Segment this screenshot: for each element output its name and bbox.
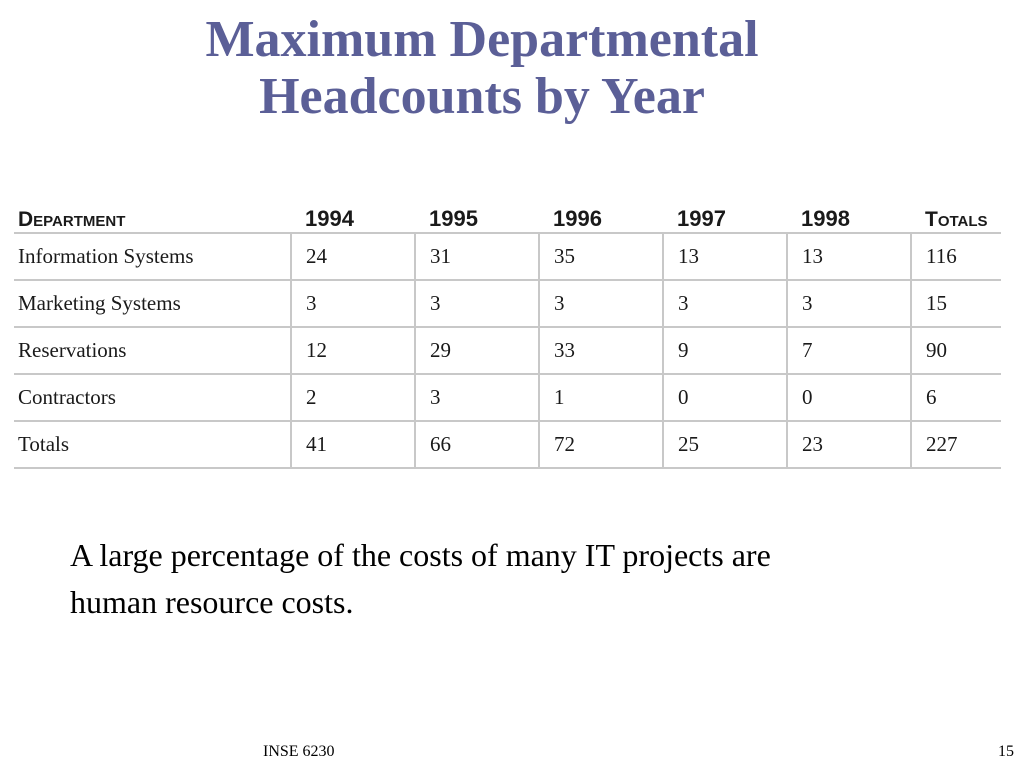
cell-1997: 13 [663, 233, 787, 280]
header-1997: 1997 [663, 206, 787, 233]
header-1996: 1996 [539, 206, 663, 233]
row-department: Contractors [14, 374, 291, 421]
row-department: Reservations [14, 327, 291, 374]
headcount-table [14, 206, 1001, 469]
cell-1997: 3 [663, 280, 787, 327]
header-1994: 1994 [291, 206, 415, 233]
cell-1996: 72 [539, 421, 663, 468]
cell-total: 6 [911, 374, 1001, 421]
table-row [14, 233, 1001, 280]
cell-1994: 12 [291, 327, 415, 374]
cell-1996: 35 [539, 233, 663, 280]
table-row [14, 280, 1001, 327]
cell-total: 15 [911, 280, 1001, 327]
cell-1995: 3 [415, 280, 539, 327]
cell-1994: 2 [291, 374, 415, 421]
cell-1997: 25 [663, 421, 787, 468]
cell-total: 116 [911, 233, 1001, 280]
cell-1995: 3 [415, 374, 539, 421]
cell-1996: 3 [539, 280, 663, 327]
cell-1996: 1 [539, 374, 663, 421]
header-1995: 1995 [415, 206, 539, 233]
table-row-totals [14, 421, 1001, 468]
header-1998: 1998 [787, 206, 911, 233]
cell-1995: 31 [415, 233, 539, 280]
body-text-line-2: human resource costs. [70, 584, 354, 620]
row-department: Totals [14, 421, 291, 468]
cell-1995: 29 [415, 327, 539, 374]
table-header-row [14, 206, 1001, 233]
body-text-line-1: A large percentage of the costs of many IT projects are [70, 537, 771, 573]
slide-title [0, 11, 964, 125]
cell-1998: 3 [787, 280, 911, 327]
table-row [14, 327, 1001, 374]
row-department: Information Systems [14, 233, 291, 280]
cell-1997: 9 [663, 327, 787, 374]
header-totals: Totals [911, 206, 1001, 233]
cell-1994: 3 [291, 280, 415, 327]
cell-1994: 24 [291, 233, 415, 280]
slide-title-line-2: Headcounts by Year [259, 68, 705, 125]
cell-1996: 33 [539, 327, 663, 374]
cell-total: 227 [911, 421, 1001, 468]
cell-1995: 66 [415, 421, 539, 468]
header-department: Department [14, 206, 291, 233]
cell-1998: 23 [787, 421, 911, 468]
body-text [70, 532, 970, 626]
cell-1998: 0 [787, 374, 911, 421]
cell-total: 90 [911, 327, 1001, 374]
cell-1994: 41 [291, 421, 415, 468]
table-row [14, 374, 1001, 421]
cell-1998: 7 [787, 327, 911, 374]
slide-title-line-1: Maximum Departmental [205, 11, 759, 68]
cell-1997: 0 [663, 374, 787, 421]
row-department: Marketing Systems [14, 280, 291, 327]
footer-course: INSE 6230 [263, 743, 335, 760]
cell-1998: 13 [787, 233, 911, 280]
page-number: 15 [998, 743, 1014, 760]
